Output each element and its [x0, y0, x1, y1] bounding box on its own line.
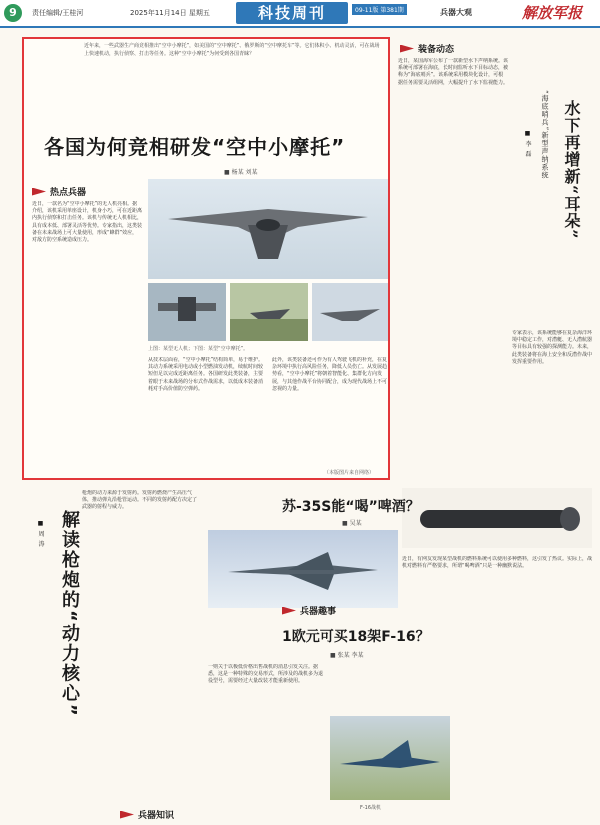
page-number-badge: 9 — [4, 4, 22, 22]
su35-photo — [208, 530, 398, 608]
bottom-left-text: 枪炮的动力来源于发射药。发射药燃烧产生高压气体，推动弹丸沿枪管运动。不同的发射药配方决定了武器的射程与威力。 — [82, 490, 198, 511]
lead-article — [22, 37, 390, 480]
right-vertical-byline: ■ 李 磊 — [524, 130, 531, 158]
right-vertical-subtitle: “海底哨兵”新型声纳系统 — [541, 90, 549, 180]
section-brand: 科技周刊 — [236, 2, 348, 24]
photo-caption: 上图：某型无人机；下图：某型“空中摩托”。 — [148, 346, 249, 352]
drone-photo-3 — [312, 283, 388, 341]
sonar-device-photo — [402, 488, 592, 548]
right-column-text: 近日，某国海军公布了一款新型水下声纳系统。该系统可部署在海底，长时间监听水下目标动态，被称为“海底哨兵”。该系统采用模块化设计，可根据任务需要灵活组网，大幅提升了水下监视能力。 — [398, 58, 508, 86]
right-vertical-title: 水下再增新“耳朵” — [562, 100, 581, 240]
bottom-left-vertical-title: 解读枪炮的“动力核心” — [59, 510, 80, 718]
su35-article-byline: ■ 吴某 — [342, 520, 362, 527]
right-column-text-2: 专家表示，该系统能够在复杂海洋环境中稳定工作，对潜艇、无人潜航器等目标具有较强的探测能力。未来，此类装备将在海上安全和反潜作战中发挥重要作用。 — [512, 330, 592, 365]
f16-article-title: 1欧元可买18架F-16？ — [282, 629, 430, 645]
lead-intro: 近年来，一些武器生产商竞相推出“空中小摩托”，如美国的“空中摩托”、俄罗斯的“空中摩托车”等。它们体积小、机动灵活，可在战场上快速机动，执行侦察、打击等任务。这种“空中小摩托”为何受到各国青睐？ — [84, 43, 380, 57]
f16-photo — [330, 716, 450, 800]
flag-icon — [282, 607, 296, 615]
su35-article-title: 苏-35S能“喝”啤酒？ — [282, 499, 420, 515]
weapon-knowledge-tag: 兵器知识 — [120, 808, 174, 821]
lead-column-1: 近日，一款名为“空中小摩托”的无人机亮相。据介绍，该机采用单座设计，机身小巧，可在近距离内执行侦察和打击任务。该机与传统无人机相比，具有成本低、部署灵活等优势。专家指出，这类装备在未来战场上可大量使用，形成“蜂群”效应，对敌方防空系统造成压力。 — [32, 201, 142, 244]
hot-weapons-tag: 热点兵器 — [32, 185, 86, 198]
f16-article-byline: ■ 张某 李某 — [330, 652, 364, 659]
f16-article-text: 一则关于以极低价格出售战机的消息引发关注。据悉，这是一种特殊的交易形式，所涉及的战机多为退役型号，需要经过大量改装才能重新使用。 — [208, 664, 324, 685]
image-credit: （本版图片来自网络） — [324, 470, 375, 476]
flag-icon — [120, 811, 134, 819]
lead-title: 各国为何竞相研发“空中小摩托” — [44, 135, 346, 159]
lead-column-2: 从技术层面看，“空中小摩托”结构简单，易于维护。其动力系统采用电动或小型燃油发动机，续航时间较短但足以完成近距离任务。各国研发此类装备，主要着眼于未来战场的分布式作战需求，以低成本装备消耗对手高价值防空弹药。 — [148, 357, 264, 392]
flag-icon — [400, 45, 414, 53]
bottom-left-byline: ■ 周 涛 — [37, 520, 44, 548]
drone-photo-main — [148, 179, 388, 279]
editor-info: 责任编辑/王桂河 — [32, 9, 84, 17]
f16-photo-caption: F-16战机 — [360, 805, 382, 811]
flag-icon — [32, 188, 46, 196]
section-name: 兵器大观 — [440, 8, 472, 17]
page-header — [0, 0, 600, 28]
weapon-fun-tag: 兵器趣事 — [282, 604, 336, 617]
su35-article-text: 近日，有网友发现某型战机的燃料系统可以使用多种燃料，这引发了热议。实际上，战机对燃料有严格要求，所谓“喝啤酒”只是一种幽默说法。 — [402, 556, 592, 570]
issue-number: 09-11版 第381期 — [352, 4, 407, 15]
lead-column-3: 此外，该类装备还可作为有人驾驶飞机的补充，在复杂环境中执行高风险任务，降低人员伤亡。从发展趋势看，“空中小摩托”将朝着智能化、集群化方向发展，与其他作战平台协同配合，成为现代战场上不可忽视的力量。 — [272, 357, 388, 392]
issue-date: 2025年11月14日 星期五 — [130, 9, 210, 17]
drone-photo-1 — [148, 283, 226, 341]
masthead-logo: 解放军报 — [521, 4, 582, 22]
lead-byline: ■ 杨某 刘某 — [224, 169, 258, 176]
equipment-news-tag: 装备动态 — [400, 42, 454, 55]
drone-photo-2 — [230, 283, 308, 341]
